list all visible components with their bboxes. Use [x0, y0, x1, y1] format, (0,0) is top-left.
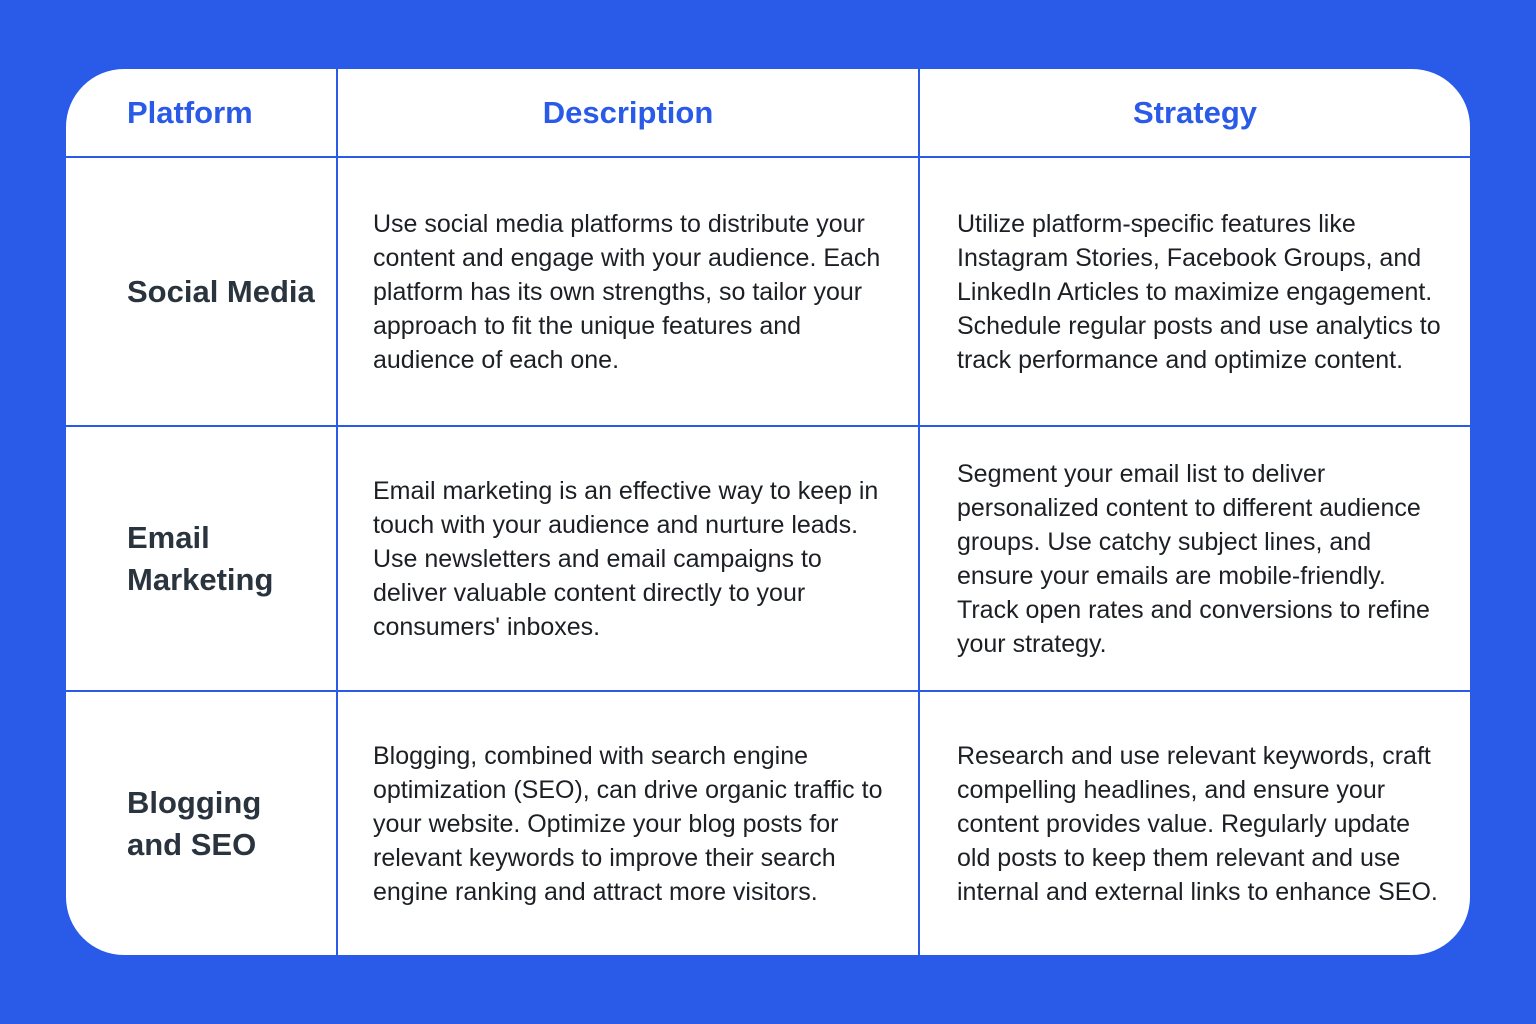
table-card	[66, 69, 1470, 955]
header-row	[66, 69, 1470, 157]
platform-cell: Blogging and SEO	[66, 691, 337, 955]
description-cell: Email marketing is an effective way to keep in touch with your audience and nurture leads. Use newsletters and email campaigns to deliver valuable content directly to your consumers' inboxes.	[337, 426, 919, 691]
table-row	[66, 691, 1470, 955]
table-row	[66, 426, 1470, 691]
platform-strategy-table	[66, 69, 1470, 955]
strategy-cell: Research and use relevant keywords, craft compelling headlines, and ensure your content provides value. Regularly update old posts to keep them relevant and use internal and external links to enhance SEO.	[919, 691, 1470, 955]
header-strategy: Strategy	[919, 69, 1470, 157]
strategy-cell: Utilize platform-specific features like Instagram Stories, Facebook Groups, and LinkedIn Articles to maximize engagement. Schedule regular posts and use analytics to track performance and optimize content.	[919, 157, 1470, 426]
table-row	[66, 157, 1470, 426]
description-cell: Use social media platforms to distribute your content and engage with your audience. Each platform has its own strengths, so tailor your approach to fit the unique features and audience of each one.	[337, 157, 919, 426]
description-cell: Blogging, combined with search engine optimization (SEO), can drive organic traffic to your website. Optimize your blog posts for relevant keywords to improve their search engine ranking and attract more visitors.	[337, 691, 919, 955]
platform-cell: Social Media	[66, 157, 337, 426]
strategy-cell: Segment your email list to deliver personalized content to different audience groups. Use catchy subject lines, and ensure your emails are mobile-friendly. Track open rates and conversions to refine your strategy.	[919, 426, 1470, 691]
platform-cell: Email Marketing	[66, 426, 337, 691]
header-description: Description	[337, 69, 919, 157]
header-platform: Platform	[66, 69, 337, 157]
